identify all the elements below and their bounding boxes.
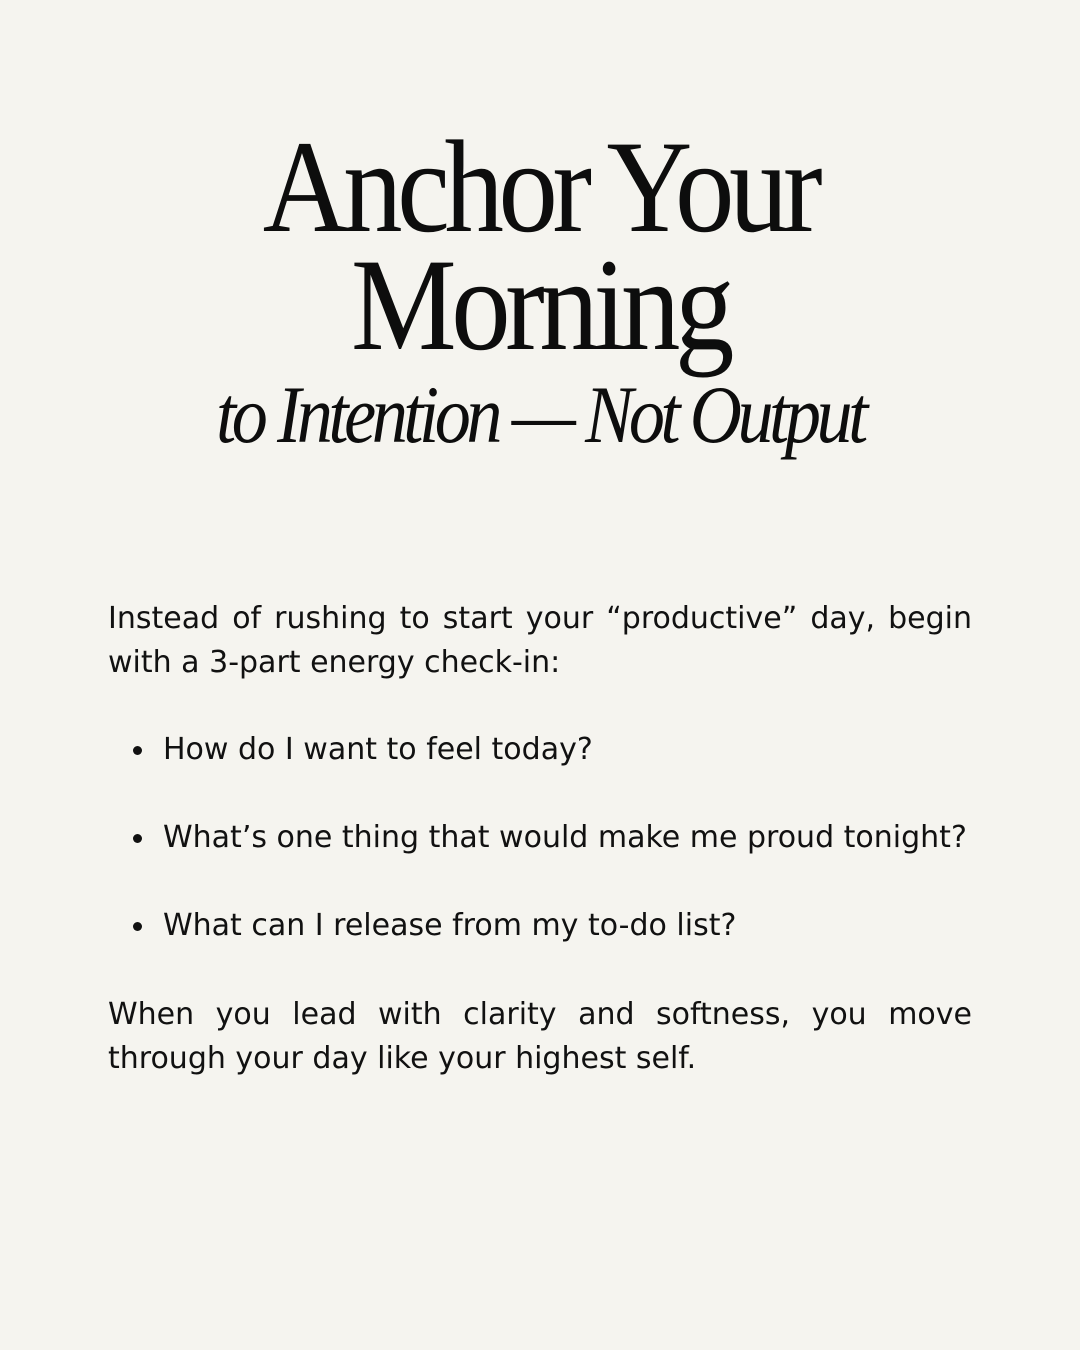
subtitle: to Intention — Not Output [216,369,864,460]
title-line-2: Morning [351,231,729,378]
title-block [0,113,1080,460]
list-item [130,728,990,772]
title-line-1: Anchor Your [262,113,818,260]
intro-paragraph: Instead of rushing to start your “productive” day, begin with a 3-part energy check-in: [108,601,972,680]
list-item [130,904,990,948]
bullet-icon [133,746,142,755]
bullet-icon [133,834,142,843]
question-list [130,728,990,992]
question-text: What can I release from my to-do list? [163,908,737,943]
list-item [130,816,990,860]
bullet-icon [133,922,142,931]
question-text: How do I want to feel today? [163,732,593,767]
question-text: What’s one thing that would make me proud tonight? [163,820,967,855]
closing-paragraph: When you lead with clarity and softness, you move through your day like your highest self. [108,997,972,1076]
